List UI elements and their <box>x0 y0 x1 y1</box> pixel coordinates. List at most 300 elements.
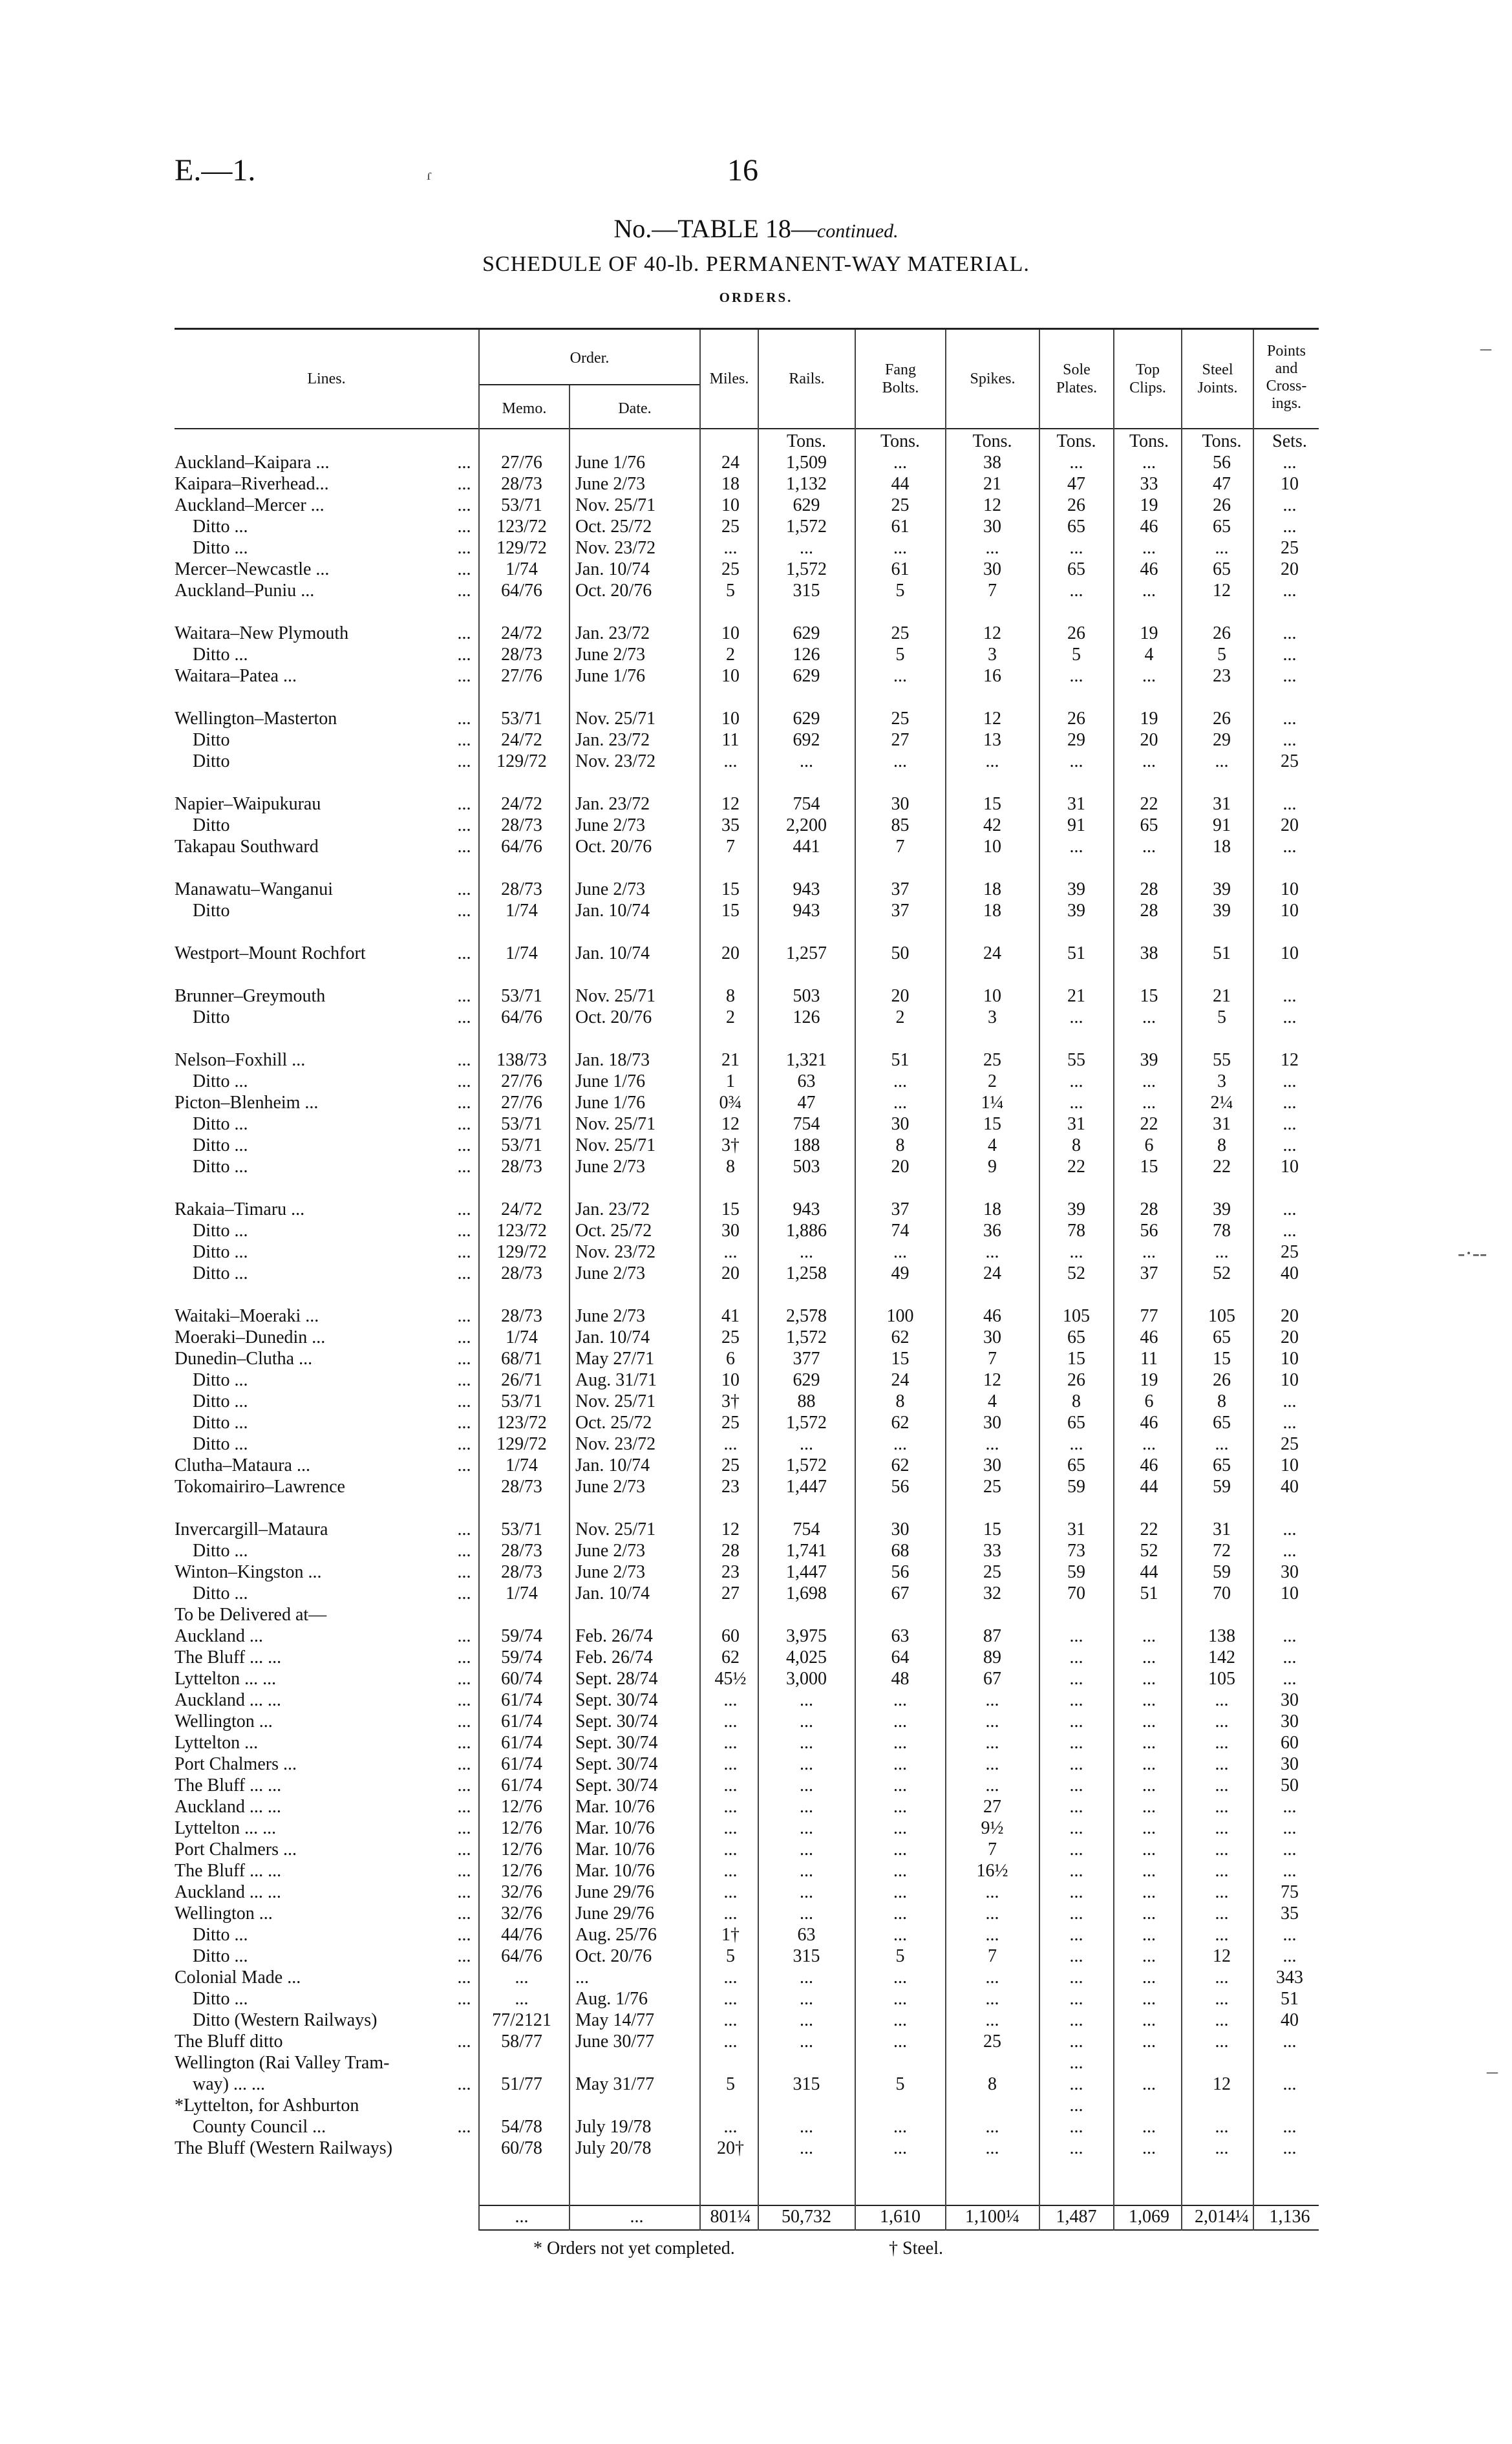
cell-rails: 1,886 <box>786 1221 827 1241</box>
cell-date: Oct. 20/76 <box>575 837 652 857</box>
cell-line-name: Waitara–Patea ... <box>175 666 297 686</box>
cell-spikes: ... <box>985 1989 999 2009</box>
cell-top-clips: 6 <box>1144 1391 1154 1411</box>
cell-spikes: ... <box>985 538 999 558</box>
cell-date: July 19/78 <box>575 2117 652 2137</box>
cell-rails: 754 <box>793 1114 820 1134</box>
cell-sole-plates: ... <box>1069 1647 1083 1667</box>
cell-miles: ... <box>723 538 738 558</box>
cell-top-clips: 19 <box>1140 623 1158 643</box>
cell-spikes: 10 <box>983 986 1001 1006</box>
cell-points-crossings: 40 <box>1281 1263 1299 1283</box>
cell-steel-joints: 26 <box>1213 623 1231 643</box>
cell-memo: 61/74 <box>501 1775 542 1795</box>
cell-line-name: Ditto ... <box>175 1413 248 1433</box>
cell-top-clips: 77 <box>1140 1306 1158 1326</box>
cell-leader-dots: ... <box>457 1007 471 1027</box>
table-row <box>175 580 1319 601</box>
cell-memo: 1/74 <box>506 943 538 963</box>
cell-points-crossings: ... <box>1283 517 1297 537</box>
cell-miles: 1 <box>726 1071 735 1091</box>
cell-miles: 25 <box>721 517 740 537</box>
cell-memo: 54/78 <box>501 2117 542 2137</box>
cell-leader-dots: ... <box>457 1989 471 2009</box>
cell-miles: ... <box>723 1839 738 1860</box>
cell-fang-bolts: 5 <box>895 581 905 601</box>
cell-date: Nov. 25/71 <box>575 709 656 729</box>
header-bottom-rule <box>175 428 1319 429</box>
footnote-star: * Orders not yet completed. <box>533 2238 735 2258</box>
cell-spikes: ... <box>985 1733 999 1753</box>
cell-miles: 25 <box>721 1327 740 1347</box>
cell-memo: 12/76 <box>501 1797 542 1817</box>
total-top-clips: 1,069 <box>1129 2207 1169 2227</box>
cell-rails: 126 <box>793 1007 820 1027</box>
cell-line-name: Rakaia–Timaru ... <box>175 1199 305 1219</box>
cell-top-clips: 65 <box>1140 815 1158 835</box>
cell-top-clips: ... <box>1142 1711 1156 1731</box>
cell-points-crossings: ... <box>1283 2117 1297 2137</box>
cell-top-clips: 46 <box>1140 559 1158 579</box>
cell-top-clips: ... <box>1142 1007 1156 1027</box>
cell-memo: 28/73 <box>501 1541 542 1561</box>
cell-spikes: Tons. <box>972 431 1012 451</box>
cell-sole-plates: ... <box>1069 538 1083 558</box>
cell-fang-bolts: ... <box>893 1775 907 1795</box>
cell-date: Nov. 25/71 <box>575 986 656 1006</box>
cell-sole-plates: ... <box>1069 1797 1083 1817</box>
cell-points-crossings: 60 <box>1281 1733 1299 1753</box>
cell-memo: 24/72 <box>501 794 542 814</box>
cell-line-name: Ditto ... <box>175 1391 248 1411</box>
cell-sole-plates: ... <box>1069 2031 1083 2052</box>
cell-points-crossings: 35 <box>1281 1903 1299 1924</box>
cell-spikes: 87 <box>983 1626 1001 1646</box>
cell-steel-joints: 59 <box>1213 1477 1231 1497</box>
cell-fang-bolts: ... <box>893 1797 907 1817</box>
cell-rails: ... <box>800 1775 813 1795</box>
cell-sole-plates: ... <box>1069 453 1083 473</box>
cell-top-clips: ... <box>1142 2117 1156 2137</box>
cell-date: Jan. 23/72 <box>575 623 650 643</box>
cell-rails: ... <box>800 1754 813 1774</box>
cell-rails: ... <box>800 2031 813 2052</box>
cell-fang-bolts: 2 <box>895 1007 905 1027</box>
cell-spikes: 25 <box>983 1562 1001 1582</box>
total-points: 1,136 <box>1269 2207 1310 2227</box>
cell-fang-bolts: 25 <box>891 709 910 729</box>
cell-memo: 68/71 <box>501 1349 542 1369</box>
cell-fang-bolts: ... <box>893 1967 907 1988</box>
cell-rails: Tons. <box>786 431 827 451</box>
cell-points-crossings: 20 <box>1281 1327 1299 1347</box>
table-row <box>175 1071 1319 1092</box>
cell-spikes: ... <box>985 1242 999 1262</box>
cell-date: Sept. 30/74 <box>575 1711 658 1731</box>
table-row <box>175 1732 1319 1753</box>
cell-steel-joints: 65 <box>1213 559 1231 579</box>
cell-leader-dots: ... <box>457 559 471 579</box>
cell-fang-bolts: ... <box>893 1754 907 1774</box>
cell-leader-dots: ... <box>457 1583 471 1603</box>
cell-rails: ... <box>800 1818 813 1838</box>
cell-steel-joints: 2¼ <box>1210 1093 1233 1113</box>
table-title-suffix: continued. <box>816 220 899 242</box>
cell-line-name: County Council ... <box>175 2117 326 2137</box>
cell-sole-plates: ... <box>1069 2053 1083 2073</box>
cell-fang-bolts: 37 <box>891 901 910 921</box>
cell-fang-bolts: 62 <box>891 1327 910 1347</box>
cell-top-clips: 22 <box>1140 1114 1158 1134</box>
cell-spikes: 8 <box>988 2074 997 2094</box>
cell-memo: 61/74 <box>501 1754 542 1774</box>
cell-top-clips: ... <box>1142 1690 1156 1710</box>
cell-spikes: 30 <box>983 1327 1001 1347</box>
cell-spikes: 30 <box>983 1413 1001 1433</box>
cell-leader-dots: ... <box>457 1711 471 1731</box>
cell-sole-plates: 51 <box>1067 943 1085 963</box>
cell-sole-plates: ... <box>1069 1626 1083 1646</box>
cell-spikes: 9½ <box>981 1818 1004 1838</box>
cell-date: June 1/76 <box>575 666 646 686</box>
cell-miles: ... <box>723 1797 738 1817</box>
cell-miles: 8 <box>726 1157 735 1177</box>
cell-top-clips: ... <box>1142 1071 1156 1091</box>
cell-steel-joints: ... <box>1215 1754 1229 1774</box>
cell-rails: 1,698 <box>786 1583 827 1603</box>
cell-sole-plates: 78 <box>1067 1221 1085 1241</box>
cell-sole-plates: ... <box>1069 2074 1083 2094</box>
cell-points-crossings: ... <box>1283 1519 1297 1539</box>
table-row <box>175 1348 1319 1369</box>
cell-spikes: ... <box>985 1754 999 1774</box>
cell-top-clips: 38 <box>1140 943 1158 963</box>
cell-sole-plates: ... <box>1069 751 1083 771</box>
cell-memo: 61/74 <box>501 1733 542 1753</box>
cell-fang-bolts: 20 <box>891 1157 910 1177</box>
cell-leader-dots: ... <box>457 1221 471 1241</box>
cell-memo: 60/78 <box>501 2138 542 2158</box>
cell-leader-dots: ... <box>457 1775 471 1795</box>
cell-steel-joints: ... <box>1215 1903 1229 1924</box>
cell-sole-plates: 15 <box>1067 1349 1085 1369</box>
cell-rails: 943 <box>793 1199 820 1219</box>
cell-top-clips: 56 <box>1140 1221 1158 1241</box>
cell-steel-joints: ... <box>1215 1434 1229 1454</box>
cell-date: Feb. 26/74 <box>575 1647 653 1667</box>
cell-sole-plates: 26 <box>1067 709 1085 729</box>
cell-rails: ... <box>800 538 813 558</box>
cell-points-crossings: ... <box>1283 1541 1297 1561</box>
cell-leader-dots: ... <box>457 623 471 643</box>
cell-sole-plates: ... <box>1069 1818 1083 1838</box>
totals-row <box>175 2206 1319 2227</box>
cell-leader-dots: ... <box>457 2074 471 2094</box>
cell-sole-plates: 39 <box>1067 879 1085 899</box>
cell-spikes: 2 <box>988 1071 997 1091</box>
cell-points-crossings: 30 <box>1281 1690 1299 1710</box>
cell-points-crossings: ... <box>1283 2074 1297 2094</box>
cell-fang-bolts: Tons. <box>880 431 921 451</box>
cell-date: Nov. 25/71 <box>575 1519 656 1539</box>
cell-spikes: 4 <box>988 1135 997 1155</box>
table-row <box>175 1455 1319 1476</box>
cell-rails: ... <box>800 1434 813 1454</box>
cell-line-name: The Bluff ... ... <box>175 1647 282 1667</box>
cell-steel-joints: 65 <box>1213 517 1231 537</box>
cell-miles: ... <box>723 1733 738 1753</box>
cell-line-name: The Bluff ... ... <box>175 1775 282 1795</box>
cell-date: Oct. 20/76 <box>575 1007 652 1027</box>
cell-sole-plates: 26 <box>1067 623 1085 643</box>
cell-rails: ... <box>800 2010 813 2030</box>
cell-miles: ... <box>723 1754 738 1774</box>
cell-miles: 15 <box>721 879 740 899</box>
cell-line-name: Ditto (Western Railways) <box>175 2010 378 2030</box>
cell-line-name: Ditto ... <box>175 1263 248 1283</box>
cell-sole-plates: 91 <box>1067 815 1085 835</box>
cell-line-name: Ditto ... <box>175 1114 248 1134</box>
cell-steel-joints: ... <box>1215 538 1229 558</box>
cell-miles: ... <box>723 1861 738 1881</box>
cell-fang-bolts: 15 <box>891 1349 910 1369</box>
cell-sole-plates: ... <box>1069 1775 1083 1795</box>
table-row <box>175 1049 1319 1071</box>
cell-line-name: Brunner–Greymouth <box>175 986 326 1006</box>
cell-line-name: Tokomairiro–Lawrence <box>175 1477 345 1497</box>
cell-rails: 503 <box>793 1157 820 1177</box>
cell-steel-joints: 22 <box>1213 1157 1231 1177</box>
cell-sole-plates: ... <box>1069 2010 1083 2030</box>
cell-leader-dots: ... <box>457 666 471 686</box>
cell-leader-dots: ... <box>457 1967 471 1988</box>
table-row <box>175 495 1319 516</box>
cell-points-crossings: ... <box>1283 666 1297 686</box>
cell-line-name: Clutha–Mataura ... <box>175 1455 310 1475</box>
cell-points-crossings: 25 <box>1281 538 1299 558</box>
cell-steel-joints: 47 <box>1213 474 1231 494</box>
col-top-line1: Top <box>1136 361 1160 378</box>
cell-line-name: Ditto ... <box>175 1071 248 1091</box>
table-row <box>175 1775 1319 1796</box>
cell-sole-plates: 65 <box>1067 559 1085 579</box>
cell-spikes: 67 <box>983 1669 1001 1689</box>
cell-sole-plates: ... <box>1069 837 1083 857</box>
cell-top-clips: 6 <box>1144 1135 1154 1155</box>
table-row <box>175 1476 1319 1497</box>
cell-sole-plates: ... <box>1069 1861 1083 1881</box>
cell-rails: 377 <box>793 1349 820 1369</box>
table-row <box>175 1967 1319 1988</box>
table-row <box>175 1305 1319 1327</box>
cell-leader-dots: ... <box>457 1797 471 1817</box>
table-row <box>175 1753 1319 1775</box>
cell-fang-bolts: 56 <box>891 1477 910 1497</box>
cell-points-crossings: 30 <box>1281 1562 1299 1582</box>
col-date: Date. <box>618 400 652 417</box>
cell-line-name: Ditto ... <box>175 1434 248 1454</box>
cell-leader-dots: ... <box>457 943 471 963</box>
col-steel-line2: Joints. <box>1197 380 1238 396</box>
cell-line-name: Port Chalmers ... <box>175 1754 297 1774</box>
cell-fang-bolts: 51 <box>891 1050 910 1070</box>
cell-leader-dots: ... <box>457 1733 471 1753</box>
cell-rails: 315 <box>793 581 820 601</box>
cell-miles: 25 <box>721 1455 740 1475</box>
cell-fang-bolts: ... <box>893 2117 907 2137</box>
cell-leader-dots: ... <box>457 815 471 835</box>
table-row <box>175 1241 1319 1263</box>
cell-sole-plates: ... <box>1069 1946 1083 1966</box>
cell-miles: ... <box>723 1903 738 1924</box>
cell-line-name: Manawatu–Wanganui <box>175 879 333 899</box>
cell-date: Nov. 25/71 <box>575 1114 656 1134</box>
cell-fang-bolts: 63 <box>891 1626 910 1646</box>
cell-memo: 28/73 <box>501 1562 542 1582</box>
cell-spikes: 3 <box>988 645 997 665</box>
cell-points-crossings: 30 <box>1281 1754 1299 1774</box>
cell-fang-bolts: ... <box>893 538 907 558</box>
cell-rails: ... <box>800 1690 813 1710</box>
table-row <box>175 1946 1319 1967</box>
cell-top-clips: 4 <box>1144 645 1154 665</box>
cell-top-clips: ... <box>1142 453 1156 473</box>
cell-sole-plates: 65 <box>1067 517 1085 537</box>
cell-steel-joints: ... <box>1215 1861 1229 1881</box>
cell-points-crossings: ... <box>1283 1221 1297 1241</box>
cell-leader-dots: ... <box>457 1626 471 1646</box>
cell-spikes: 15 <box>983 1519 1001 1539</box>
cell-miles: 62 <box>721 1647 740 1667</box>
cell-date: Oct. 25/72 <box>575 1413 652 1433</box>
cell-leader-dots: ... <box>457 879 471 899</box>
cell-leader-dots: ... <box>457 453 471 473</box>
margin-mark: – <box>1487 2059 1498 2083</box>
cell-spikes: 18 <box>983 1199 1001 1219</box>
cell-date: Feb. 26/74 <box>575 1626 653 1646</box>
cell-leader-dots: ... <box>457 645 471 665</box>
cell-top-clips: ... <box>1142 1754 1156 1774</box>
cell-steel-joints: 23 <box>1213 666 1231 686</box>
cell-leader-dots: ... <box>457 1519 471 1539</box>
cell-steel-joints: ... <box>1215 1711 1229 1731</box>
cell-line-name: To be Delivered at— <box>175 1605 327 1625</box>
cell-leader-dots: ... <box>457 709 471 729</box>
cell-points-crossings: 10 <box>1281 943 1299 963</box>
table-row <box>175 900 1319 921</box>
cell-rails: 943 <box>793 879 820 899</box>
cell-fang-bolts: 8 <box>895 1135 905 1155</box>
table-row <box>175 1796 1319 1817</box>
cell-steel-joints: 26 <box>1213 1370 1231 1390</box>
table-row <box>175 729 1319 751</box>
cell-points-crossings: ... <box>1283 581 1297 601</box>
cell-line-name: Ditto ... <box>175 1946 248 1966</box>
cell-line-name: Waitaki–Moeraki ... <box>175 1306 319 1326</box>
cell-steel-joints: 56 <box>1213 453 1231 473</box>
cell-top-clips: 22 <box>1140 794 1158 814</box>
cell-top-clips: 46 <box>1140 1413 1158 1433</box>
cell-miles: ... <box>723 1711 738 1731</box>
cell-fang-bolts: 62 <box>891 1413 910 1433</box>
table-row <box>175 2116 1319 2138</box>
cell-fang-bolts: ... <box>893 453 907 473</box>
cell-memo: 28/73 <box>501 1157 542 1177</box>
cell-line-name: Auckland ... <box>175 1626 263 1646</box>
cell-leader-dots: ... <box>457 1327 471 1347</box>
cell-line-name: Ditto <box>175 901 230 921</box>
cell-memo: 64/76 <box>501 1007 542 1027</box>
cell-date: May 27/71 <box>575 1349 655 1369</box>
cell-steel-joints: ... <box>1215 1989 1229 2009</box>
cell-spikes: 9 <box>988 1157 997 1177</box>
cell-points-crossings: 10 <box>1281 474 1299 494</box>
cell-steel-joints: 8 <box>1217 1391 1226 1411</box>
cell-fang-bolts: 50 <box>891 943 910 963</box>
cell-top-clips: ... <box>1142 1839 1156 1860</box>
cell-date: July 20/78 <box>575 2138 652 2158</box>
cell-points-crossings: Sets. <box>1272 431 1307 451</box>
cell-miles: 25 <box>721 559 740 579</box>
cell-leader-dots: ... <box>457 1690 471 1710</box>
cell-line-name: Auckland ... ... <box>175 1882 281 1902</box>
cell-points-crossings: ... <box>1283 1626 1297 1646</box>
cell-memo: 58/77 <box>501 2031 542 2052</box>
table-row <box>175 1220 1319 1241</box>
cell-steel-joints: 8 <box>1217 1135 1226 1155</box>
table-row <box>175 1007 1319 1028</box>
cell-spikes: 18 <box>983 879 1001 899</box>
cell-fang-bolts: 74 <box>891 1221 910 1241</box>
cell-miles: 28 <box>721 1541 740 1561</box>
cell-rails: 88 <box>797 1391 816 1411</box>
cell-memo: 59/74 <box>501 1626 542 1646</box>
table-row <box>175 1391 1319 1412</box>
cell-leader-dots: ... <box>457 1199 471 1219</box>
table-row <box>175 1881 1319 1903</box>
cell-top-clips: ... <box>1142 1989 1156 2009</box>
cell-sole-plates: ... <box>1069 666 1083 686</box>
cell-sole-plates: ... <box>1069 1711 1083 1731</box>
cell-spikes: 33 <box>983 1541 1001 1561</box>
cell-points-crossings: ... <box>1283 1797 1297 1817</box>
cell-date: June 2/73 <box>575 1562 646 1582</box>
cell-fang-bolts: ... <box>893 1071 907 1091</box>
cell-points-crossings: 10 <box>1281 879 1299 899</box>
cell-miles: 0¾ <box>719 1093 742 1113</box>
cell-fang-bolts: 62 <box>891 1455 910 1475</box>
cell-memo: 24/72 <box>501 1199 542 1219</box>
cell-sole-plates: 22 <box>1067 1157 1085 1177</box>
cell-date: Nov. 23/72 <box>575 538 656 558</box>
cell-line-name: Invercargill–Mataura <box>175 1519 328 1539</box>
cell-rails: 1,257 <box>786 943 827 963</box>
cell-sole-plates: ... <box>1069 2096 1083 2116</box>
cell-leader-dots: ... <box>457 1434 471 1454</box>
cell-line-name: Ditto ... <box>175 538 248 558</box>
cell-sole-plates: ... <box>1069 1434 1083 1454</box>
cell-fang-bolts: 25 <box>891 495 910 515</box>
total-miles: 801¼ <box>710 2207 751 2227</box>
cell-fang-bolts: ... <box>893 1818 907 1838</box>
cell-miles: 25 <box>721 1413 740 1433</box>
cell-leader-dots: ... <box>457 1391 471 1411</box>
cell-rails: ... <box>800 1242 813 1262</box>
cell-miles: 2 <box>726 645 735 665</box>
cell-date: ... <box>575 1967 589 1988</box>
cell-rails: 1,572 <box>786 1327 827 1347</box>
cell-fang-bolts: ... <box>893 1903 907 1924</box>
